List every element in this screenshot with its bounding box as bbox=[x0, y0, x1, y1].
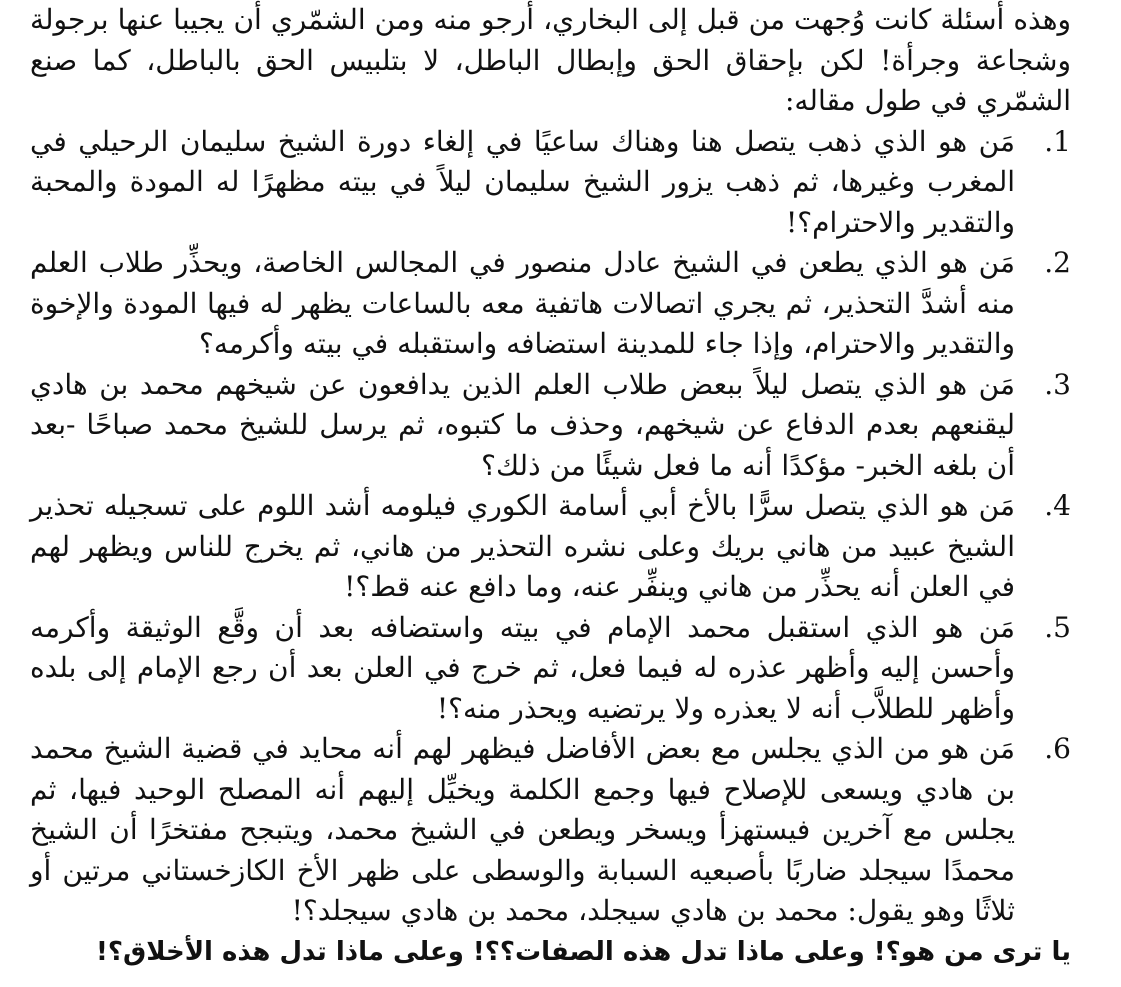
question-number: 3. bbox=[1044, 367, 1071, 401]
question-item bbox=[30, 729, 1071, 932]
question-text: مَن هو الذي استقبل محمد الإمام في بيته واستضافه بعد أن وقَّع الوثيقة وأكرمه وأحسن إليه وأظهر عذره له فيما فعل، ثم خرج في العلن بعد أن رجع الإمام إلى بلده وأظهر للطلاَّب أنه لا يعذره ولا يرتضيه ويحذر منه؟! bbox=[30, 610, 1015, 725]
question-number: 2. bbox=[1044, 246, 1071, 279]
question-item bbox=[30, 122, 1071, 244]
question-number: 4. bbox=[1044, 489, 1071, 522]
questions-list bbox=[30, 122, 1071, 932]
question-text: مَن هو الذي ذهب يتصل هنا وهناك ساعيًا في إلغاء دورة الشيخ سليمان الرحيلي في المغرب وغيرها، ثم ذهب يزور الشيخ سليمان ليلاً في بيته مظهرًا له المودة والمحبة والتقدير والاحترام؟! bbox=[30, 124, 1015, 239]
question-item bbox=[30, 243, 1071, 365]
question-item bbox=[30, 486, 1071, 608]
question-number: 1. bbox=[1044, 124, 1071, 158]
closing-question: يا ترى من هو؟! وعلى ماذا تدل هذه الصفات؟؟! وعلى ماذا تدل هذه الأخلاق؟! bbox=[96, 936, 1071, 967]
intro-paragraph: وهذه أسئلة كانت وُجهت من قبل إلى البخاري، أرجو منه ومن الشمّري أن يجيبا عنها برجولة وشجاعة وجرأة! لكن بإحقاق الحق وإبطال الباطل، لا بتلبيس الحق بالباطل، كما صنع الشمّري في طول مقاله: bbox=[30, 3, 1071, 117]
question-text: مَن هو الذي يطعن في الشيخ عادل منصور في المجالس الخاصة، ويحذِّر طلاب العلم منه أشدَّ التحذير، ثم يجري اتصالات هاتفية معه بالساعات يظهر له فيها المودة والإخوة والتقدير والاحترام، وإذا جاء للمدينة استضافه واستقبله في بيته وأكرمه؟ bbox=[30, 246, 1015, 360]
question-text: مَن هو الذي يتصل سرًّا بالأخ أبي أسامة الكوري فيلومه أشد اللوم على تسجيله تحذير الشيخ عبيد من هاني بريك وعلى نشره التحذير من هاني، ثم يخرج للناس ويظهر لهم في العلن أنه يحذِّر من هاني وينفِّر عنه، وما دافع عنه قط؟! bbox=[30, 489, 1015, 603]
question-number: 6. bbox=[1044, 732, 1071, 765]
question-item bbox=[30, 365, 1071, 487]
question-text: مَن هو من الذي يجلس مع بعض الأفاضل فيظهر لهم أنه محايد في قضية الشيخ محمد بن هادي ويسعى للإصلاح فيها وجمع الكلمة ويخيِّل إليهم أنه المصلح الوحيد فيها، ثم يجلس مع آخرين فيستهزأ ويسخر ويطعن في الشيخ محمد، ويتبجح مفتخرًا أن الشيخ محمدًا سيجلد ضاربًا بأصبعيه السبابة والوسطى على ظهر الأخ الكازخستاني مرتين أو ثلاثًا وهو يقول: محمد بن هادي سيجلد، محمد بن هادي سيجلد؟! bbox=[30, 732, 1015, 927]
question-number: 5. bbox=[1044, 610, 1071, 644]
document-page bbox=[30, 0, 1071, 972]
question-item bbox=[30, 608, 1071, 730]
question-text: مَن هو الذي يتصل ليلاً ببعض طلاب العلم الذين يدافعون عن شيخهم محمد بن هادي ليقنعهم بعدم الدفاع عن شيخهم، وحذف ما كتبوه، ثم يرسل للشيخ محمد صباحًا -بعد أن بلغه الخبر- مؤكدًا أنه ما فعل شيئًا من ذلك؟ bbox=[30, 367, 1015, 482]
